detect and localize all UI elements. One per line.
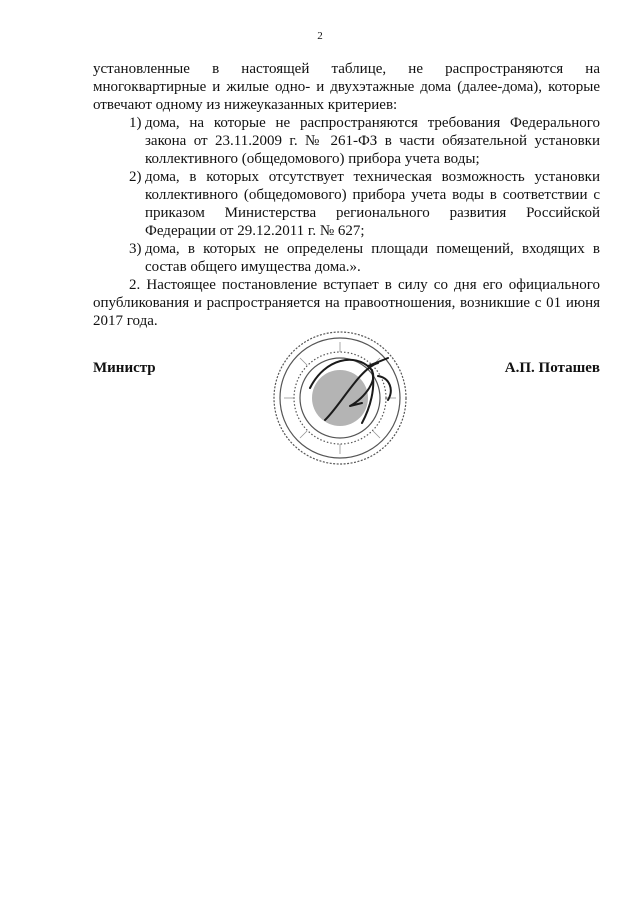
criteria-item	[93, 168, 600, 240]
document-body	[93, 60, 600, 330]
criteria-item	[93, 114, 600, 168]
page-number: 2	[317, 30, 323, 42]
criteria-text: дома, в которых не определены площади помещений, входящих в состав общего имущества дома.».	[145, 241, 600, 275]
criteria-text: дома, в которых отсутствует техническая возможность установки коллективного (общедомового) прибора учета воды в соответствии с приказом Министерства регионального развития Российской Федерации от 29.12.2011 г. № 627;	[145, 169, 600, 239]
clause-2-paragraph: 2. Настоящее постановление вступает в силу со дня его официального опубликования и распространяется на правоотношения, возникшие с 01 июня 2017 года.	[93, 277, 600, 329]
criteria-number: 2)	[129, 169, 142, 185]
signatory-role: Министр	[93, 360, 156, 376]
criteria-list	[93, 114, 600, 276]
criteria-item	[93, 240, 600, 276]
criteria-text: дома, на которые не распространяются требования Федерального закона от 23.11.2009 г. № 261-ФЗ в части обязательной установки коллективного (общедомового) прибора учета воды;	[145, 115, 600, 167]
intro-paragraph: установленные в настоящей таблице, не распространяются на многоквартирные и жилые одно- и двухэтажные дома (далее-дома), которые отвечают одному из нижеуказанных критериев:	[93, 61, 600, 113]
criteria-number: 1)	[129, 115, 142, 131]
official-seal-icon	[270, 328, 410, 468]
criteria-number: 3)	[129, 241, 142, 257]
signatory-name: А.П. Поташев	[504, 360, 600, 376]
